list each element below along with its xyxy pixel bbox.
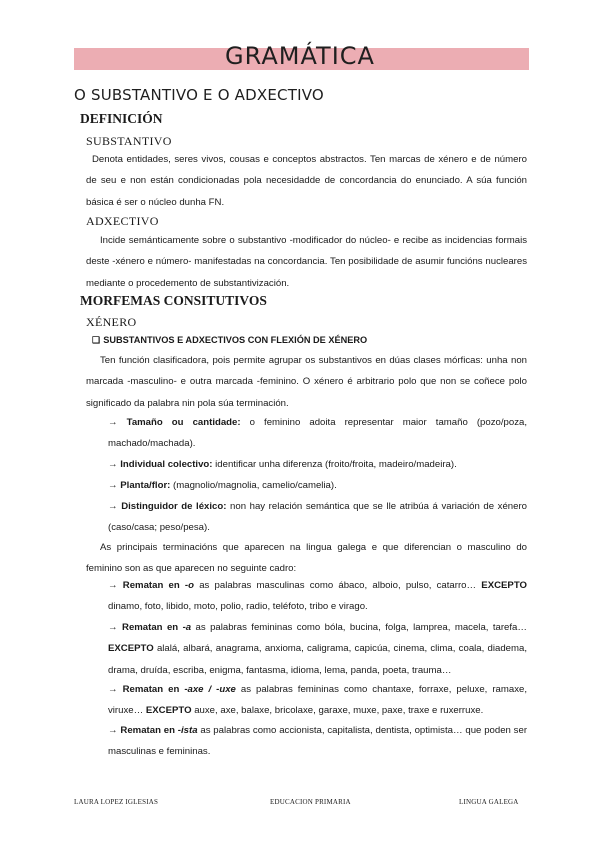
label-xenero: XÉNERO [86, 315, 137, 329]
arrow-icon: → [108, 725, 118, 736]
rule-item: → Rematan en -o as palabras masculinas como ábaco, alboio, pulso, catarro… EXCEPTO dinamo, foto, libido, moto, polio, radio, teléfoto, tribo e virago. [108, 580, 527, 613]
page-title: GRAMÁTICA [225, 42, 375, 70]
footer-course: EDUCACION PRIMARIA [270, 798, 351, 806]
arrow-icon: → [108, 684, 118, 695]
adxectivo-paragraph: Incide semánticamente sobre o substantivo -modificador do núcleo- e recibe as incidencias formais deste -xénero e número- manifestadas na concordancia. Ten posibilidade de asumir funcións nucleares mediante o procedemento de substantivización. [86, 235, 527, 289]
substantivo-paragraph: Denota entidades, seres vivos, cousas e conceptos abstractos. Ten marcas de xénero e de número de seu e non están condicionadas pola necesidadde de concordancia do enunciado. A súa función básica é ser o núcleo dunha FN. [86, 154, 527, 208]
rule-item: → Rematan en -ista as palabras como accionista, capitalista, dentista, optimista… que poden ser masculinas e femininas. [108, 725, 528, 758]
terminacions-intro-paragraph: As principais terminacións que aparecen na lingua galega e que diferencian o masculino do feminino son as que aparecen no seguinte cadro: [86, 542, 527, 575]
arrow-icon: → [108, 501, 118, 512]
section-title: O SUBSTANTIVO E O ADXECTIVO [74, 86, 324, 104]
subheading-flexion: ❑ SUBSTANTIVOS E ADXECTIVOS CON FLEXIÓN DE XÉNERO [92, 335, 368, 345]
label-substantivo: SUBSTANTIVO [86, 134, 172, 148]
rule-item: → Rematan en -a as palabras femininas como bóla, bucina, folga, lamprea, macela, tarefa… EXCEPTO alalá, albará, anagrama, anxioma, caligrama, capicúa, cinema, clima, coala, diadema, drama, druída, escriba, enigma, fantasma, idioma, lema, panda, poeta, trauma… [108, 622, 528, 676]
bullet-item: → Planta/flor: (magnolio/magnolia, camelio/camelia). [108, 480, 337, 491]
xenero-intro-paragraph: Ten función clasificadora, pois permite agrupar os substantivos en dúas clases mórficas: unha non marcada -masculino- e outra marcada -feminino. O xénero é arbitrario polo que non se coñece polo significado da palabra nin pola súa terminación. [86, 355, 527, 409]
label-adxectivo: ADXECTIVO [86, 214, 159, 228]
arrow-icon: → [108, 480, 118, 491]
arrow-icon: → [108, 622, 118, 633]
footer-subject: LINGUA GALEGA [459, 798, 519, 806]
heading-definicion: DEFINICIÓN [80, 111, 163, 126]
checkbox-bullet-icon: ❑ [92, 335, 101, 345]
footer-author: LAURA LOPEZ IGLESIAS [74, 798, 159, 806]
rule-item: → Rematan en -axe / -uxe as palabras femininas como chantaxe, forraxe, peluxe, ramaxe, viruxe… EXCEPTO auxe, axe, balaxe, bricolaxe, garaxe, muxe, paxe, traxe e ruxerruxe. [108, 684, 527, 717]
arrow-icon: → [108, 417, 118, 428]
arrow-icon: → [108, 459, 118, 470]
bullet-item: → Tamaño ou cantidade: o feminino adoita representar maior tamaño (pozo/poza, machado/machada). [108, 417, 527, 450]
bullet-item: → Individual colectivo: identificar unha diferenza (froito/froita, madeiro/madeira). [108, 459, 457, 470]
arrow-icon: → [108, 580, 118, 591]
bullet-item: → Distinguidor de léxico: non hay relación semántica que se lle atribúa á variación de xénero (caso/casa; peso/pesa). [108, 501, 528, 534]
heading-morfemas: MORFEMAS CONSITUTIVOS [80, 293, 267, 308]
